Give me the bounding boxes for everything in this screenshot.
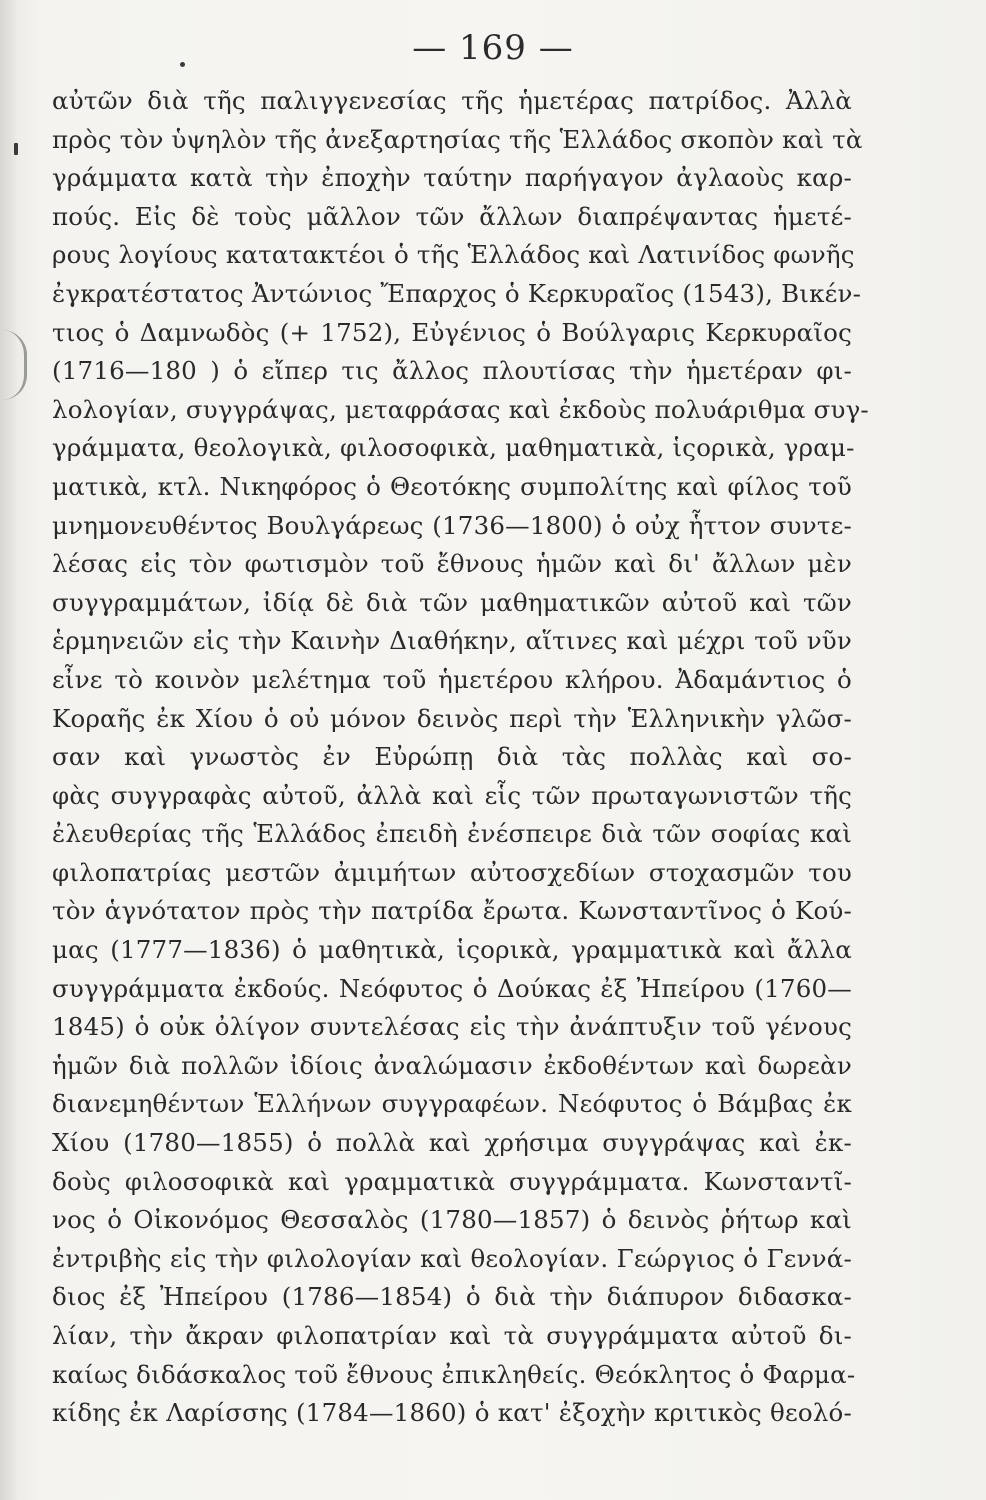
text-line: αὐτῶν διὰ τῆς παλιγγενεσίας τῆς ἡμετέρας πατρίδος. Ἀλλὰ — [52, 86, 852, 115]
text-line: κίδης ἐκ Λαρίσσης (1784—1860) ὁ κατ' ἐξοχὴν κριτικὸς θεολό- — [52, 1398, 852, 1428]
text-line: λίαν, τὴν ἄκραν φιλοπατρίαν καὶ τὰ συγγράμματα αὐτοῦ δι- — [52, 1321, 852, 1350]
text-line: δοὺς φιλοσοφικὰ καὶ γραμματικὰ συγγράμματα. Κωνσταντῖ- — [52, 1166, 852, 1196]
body-text — [52, 82, 869, 1433]
text-line: συγγράμματα ἐκδούς. Νεόφυτος ὁ Δούκας ἐξ Ἠπείρου (1760— — [52, 973, 852, 1003]
text-line: σαν καὶ γνωστὸς ἐν Εὐρώπῃ διὰ τὰς πολλὰς καὶ σο- — [52, 742, 852, 772]
text-line: φὰς συγγραφὰς αὐτοῦ, ἀλλὰ καὶ εἷς τῶν πρωταγωνιστῶν τῆς — [52, 780, 852, 810]
text-line: πρὸς τὸν ὑψηλὸν τῆς ἀνεξαρτησίας τῆς Ἑλλάδος σκοπὸν καὶ τὰ — [52, 124, 863, 154]
text-line: ἐλευθερίας τῆς Ἑλλάδος ἐπειδὴ ἐνέσπειρε διὰ τῶν σοφίας καὶ — [52, 819, 852, 849]
text-line: ἐγκρατέστατος Ἀντώνιος Ἔπαρχος ὁ Κερκυραῖος (1543), Βικέν- — [52, 278, 862, 308]
text-line: (1716—180 ) ὁ εἴπερ τις ἄλλος πλουτίσας τὴν ἡμετέραν φι- — [52, 356, 852, 386]
text-line: φιλοπατρίας μεστῶν ἀμιμήτων αὐτοσχεδίων στοχασμῶν του — [52, 857, 852, 887]
text-line: τὸν ἁγνότατον πρὸς τὴν πατρίδα ἔρωτα. Κωνσταντῖνος ὁ Κού- — [52, 896, 852, 926]
text-line: ρους λογίους κατατακτέοι ὁ τῆς Ἑλλάδος καὶ Λατινίδος φωνῆς — [52, 240, 855, 270]
margin-tick — [14, 143, 18, 155]
text-line: Χίου (1780—1855) ὁ πολλὰ καὶ χρήσιμα συγγράψας καὶ ἐκ- — [52, 1128, 852, 1158]
text-line: ματικὰ, κτλ. Νικηφόρος ὁ Θεοτόκης συμπολίτης καὶ φίλος τοῦ — [52, 471, 852, 501]
text-line: 1845) ὁ οὐκ ὀλίγον συντελέσας εἰς τὴν ἀνάπτυξιν τοῦ γένους — [52, 1012, 852, 1042]
text-line: νος ὁ Οἰκονόμος Θεσσαλὸς (1780—1857) ὁ δεινὸς ῥήτωρ καὶ — [52, 1205, 852, 1235]
gutter-shadow — [0, 0, 18, 1500]
text-line: λολογίαν, συγγράψας, μεταφράσας καὶ ἐκδοὺς πολυάριθμα συγ- — [52, 394, 869, 424]
text-line: Κοραῆς ἐκ Χίου ὁ οὐ μόνον δεινὸς περὶ τὴν Ἑλληνικὴν γλῶσ- — [52, 703, 852, 733]
text-line: εἶνε τὸ κοινὸν μελέτημα τοῦ ἡμετέρου κλήρου. Ἀδαμάντιος ὁ — [52, 664, 852, 694]
text-line: ἡμῶν διὰ πολλῶν ἰδίοις ἀναλώμασιν ἐκδοθέντων καὶ δωρεὰν — [52, 1050, 852, 1080]
text-line: διανεμηθέντων Ἑλλήνων συγγραφέων. Νεόφυτος ὁ Βάμβας ἐκ — [52, 1089, 852, 1119]
page-number: — 169 — — [412, 28, 574, 68]
text-line: καίως διδάσκαλος τοῦ ἔθνους ἐπικληθείς. Θεόκλητος ὁ Φαρμα- — [52, 1359, 856, 1389]
text-line: ἑρμηνειῶν εἰς τὴν Καινὴν Διαθήκην, αἵτινες καὶ μέχρι τοῦ νῦν — [52, 626, 852, 656]
text-line: συγγραμμάτων, ἰδίᾳ δὲ διὰ τῶν μαθηματικῶν αὐτοῦ καὶ τῶν — [52, 587, 852, 617]
text-line: μας (1777—1836) ὁ μαθητικὰ, ἱςορικὰ, γραμματικὰ καὶ ἄλλα — [52, 935, 852, 965]
text-line: γράμματα, θεολογικὰ, φιλοσοφικὰ, μαθηματικὰ, ἱςορικὰ, γραμ- — [52, 433, 855, 463]
text-line: μνημονευθέντος Βουλγάρεως (1736—1800) ὁ οὐχ ἧττον συντε- — [52, 510, 852, 540]
text-line: λέσας εἰς τὸν φωτισμὸν τοῦ ἔθνους ἡμῶν καὶ δι' ἄλλων μὲν — [52, 549, 852, 579]
text-line: διος ἐξ Ἠπείρου (1786—1854) ὁ διὰ τὴν διάπυρον διδασκα- — [52, 1282, 852, 1312]
text-line: ἐντριβὴς εἰς τὴν φιλολογίαν καὶ θεολογίαν. Γεώργιος ὁ Γεννά- — [52, 1243, 852, 1273]
text-line: τιος ὁ Δαμνωδὸς (+ 1752), Εὐγένιος ὁ Βούλγαρις Κερκυραῖος — [52, 317, 852, 347]
text-line: πούς. Εἰς δὲ τοὺς μᾶλλον τῶν ἄλλων διαπρέψαντας ἡμετέ- — [52, 201, 852, 231]
text-line: γράμματα κατὰ τὴν ἐποχὴν ταύτην παρήγαγον ἀγλαοὺς καρ- — [52, 163, 852, 193]
margin-bracket — [2, 330, 27, 400]
